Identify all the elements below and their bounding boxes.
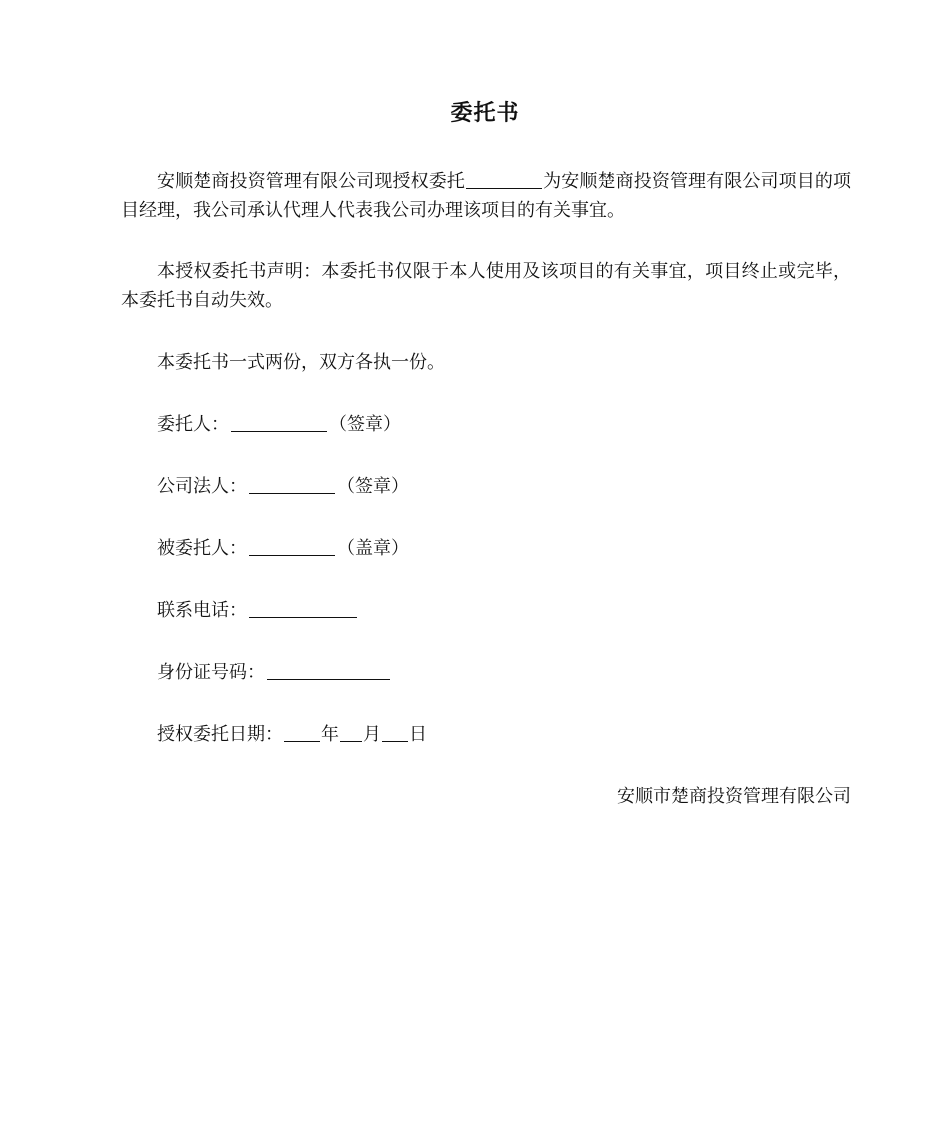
legal-person-label: 公司法人： (157, 476, 247, 497)
agent-label: 委托人： (157, 414, 229, 435)
phone-blank[interactable] (249, 597, 357, 618)
id-number-field-row (157, 658, 392, 687)
day-unit: 日 (409, 724, 427, 745)
legal-person-suffix: （签章） (337, 476, 409, 497)
statement-paragraph: 本授权委托书声明：本委托书仅限于本人使用及该项目的有关事宜，项目终止或完毕，本委托书自动失效。 (121, 261, 851, 311)
authorization-paragraph (121, 167, 851, 225)
phone-label: 联系电话： (157, 600, 247, 621)
paragraph-text-after-blank: 为安顺楚商投资管理有限公司项目的项目经理，我公司承认代理人代表我公司办理该项目的有关事宜。 (121, 171, 851, 221)
date-label: 授权委托日期： (157, 724, 283, 745)
trustee-suffix: （盖章） (337, 538, 409, 559)
day-blank[interactable] (382, 721, 408, 742)
trustee-name-blank[interactable] (466, 168, 542, 189)
year-unit: 年 (321, 724, 339, 745)
signature-company: 安顺市楚商投资管理有限公司 (617, 786, 851, 807)
legal-person-field-row (157, 472, 409, 501)
phone-field-row (157, 596, 359, 625)
agent-suffix: （签章） (329, 414, 401, 435)
trustee-label: 被委托人： (157, 538, 247, 559)
legal-person-signature-blank[interactable] (249, 473, 335, 494)
month-blank[interactable] (340, 721, 362, 742)
trustee-field-row (157, 534, 409, 563)
month-unit: 月 (363, 724, 381, 745)
id-number-blank[interactable] (267, 659, 390, 680)
trustee-seal-blank[interactable] (249, 535, 335, 556)
agent-field-row (157, 410, 401, 439)
paragraph-text-before-blank: 安顺楚商投资管理有限公司现授权委托 (157, 171, 465, 192)
document-title: 委托书 (450, 101, 520, 126)
copies-paragraph: 本委托书一式两份，双方各执一份。 (157, 352, 445, 373)
year-blank[interactable] (284, 721, 320, 742)
id-number-label: 身份证号码： (157, 662, 265, 683)
date-field-row (157, 720, 427, 749)
agent-signature-blank[interactable] (231, 411, 327, 432)
